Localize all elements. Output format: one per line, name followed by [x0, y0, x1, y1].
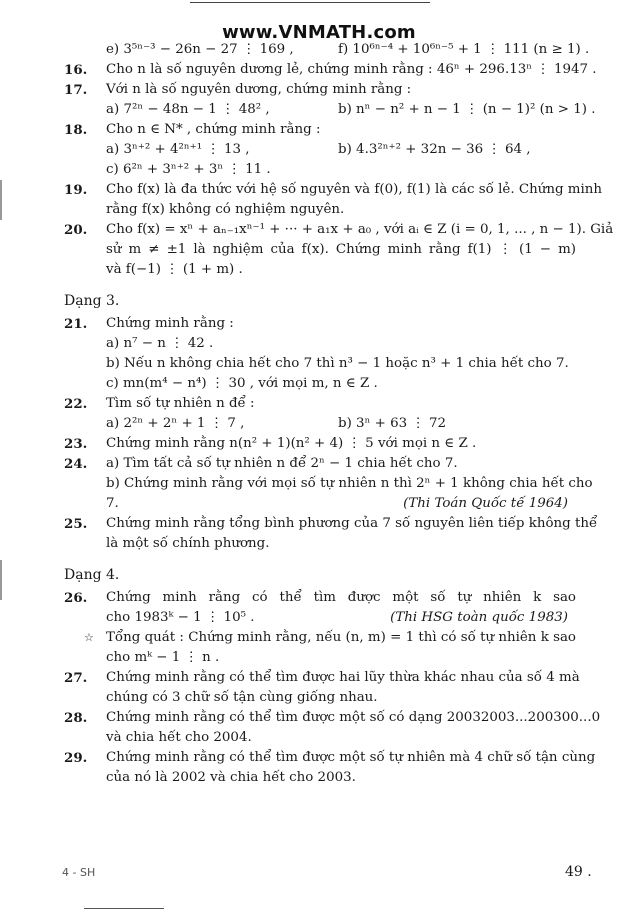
problem-number: 25.	[64, 516, 88, 532]
problem-text: và f(−1) ⋮ (1 + m) .	[106, 262, 243, 277]
part-a: a) 3ⁿ⁺² + 4²ⁿ⁺¹ ⋮ 13 ,	[106, 142, 250, 157]
problem-18-parts	[0, 140, 638, 160]
problem-number: 20.	[64, 222, 88, 238]
section-title: Dạng 4.	[64, 567, 120, 583]
problem-20-cont	[0, 240, 638, 260]
problem-text: là một số chính phương.	[106, 536, 270, 551]
problem-18-part-c	[0, 160, 638, 180]
problem-text: Cho f(x) = xⁿ + aₙ₋₁xⁿ⁻¹ + ··· + a₁x + a₀ , với aᵢ ∈ Z (i = 0, 1, ... , n − 1). Giả	[106, 222, 614, 237]
problem-number: 18.	[64, 122, 88, 138]
top-rule	[190, 2, 430, 3]
problem-19	[0, 180, 638, 200]
problem-19-cont	[0, 200, 638, 220]
problem-23	[0, 434, 638, 454]
star-mark-icon: ☆	[84, 631, 94, 644]
problem-22	[0, 394, 638, 414]
problem-text: Tìm số tự nhiên n để :	[106, 396, 255, 411]
problem-text: Chứng minh rằng tổng bình phương của 7 số nguyên liên tiếp không thể	[106, 516, 598, 531]
problem-text: Chứng minh rằng n(n² + 1)(n² + 4) ⋮ 5 với mọi n ∈ Z .	[106, 436, 477, 451]
problem-22-parts	[0, 414, 638, 434]
problem-26-general-cont	[0, 648, 638, 668]
problem-number: 28.	[64, 710, 88, 726]
problem-21-a	[0, 334, 638, 354]
problem-27	[0, 668, 638, 688]
problem-number: 17.	[64, 82, 88, 98]
problem-17	[0, 80, 638, 100]
problem-text: Chứng minh rằng có thể tìm được một số tự nhiên k sao	[106, 590, 576, 605]
problem-source: (Thi Toán Quốc tế 1964)	[403, 496, 568, 511]
problem-number: 26.	[64, 590, 88, 606]
problem-text: Chứng minh rằng có thể tìm được hai lũy thừa khác nhau của số 4 mà	[106, 670, 580, 685]
problem-28	[0, 708, 638, 728]
problem-text: Chứng minh rằng có thể tìm được một số có dạng 20032003...200300...0	[106, 710, 601, 725]
section-heading-3	[0, 288, 638, 314]
problem-text: chúng có 3 chữ số tận cùng giống nhau.	[106, 690, 378, 705]
problem-28-cont	[0, 728, 638, 748]
problem-number: 27.	[64, 670, 88, 686]
page-content	[0, 40, 638, 788]
problem-26-general	[0, 628, 638, 648]
part-a: a) n⁷ − n ⋮ 42 .	[106, 336, 214, 351]
problem-25-cont	[0, 534, 638, 554]
part-b-cont: 7.	[106, 496, 119, 511]
problem-24-b	[0, 474, 638, 494]
problem-27-cont	[0, 688, 638, 708]
problem-26	[0, 588, 638, 608]
part-c: c) mn(m⁴ − n⁴) ⋮ 30 , với mọi m, n ∈ Z .	[106, 376, 378, 391]
problem-25	[0, 514, 638, 534]
problem-text: Cho f(x) là đa thức với hệ số nguyên và f(0), f(1) là các số lẻ. Chứng minh	[106, 182, 603, 197]
part-b: b) 3ⁿ + 63 ⋮ 72	[338, 416, 447, 431]
problem-26-cont	[0, 608, 638, 628]
part-b: b) Nếu n không chia hết cho 7 thì n³ − 1 hoặc n³ + 1 chia hết cho 7.	[106, 356, 569, 371]
problem-text: cho 1983ᵏ − 1 ⋮ 10⁵ .	[106, 610, 255, 625]
generalization-text: cho mᵏ − 1 ⋮ n .	[106, 650, 220, 665]
problem-source: (Thi HSG toàn quốc 1983)	[390, 610, 568, 625]
problem-number: 29.	[64, 750, 88, 766]
problem-number: 16.	[64, 62, 88, 78]
part-a: a) 2²ⁿ + 2ⁿ + 1 ⋮ 7 ,	[106, 416, 245, 431]
problem-21-b	[0, 354, 638, 374]
footer-signature: 4 - SH	[62, 866, 96, 879]
part-b: b) nⁿ − n² + n − 1 ⋮ (n − 1)² (n > 1) .	[338, 102, 596, 117]
problem-text: rằng f(x) không có nghiệm nguyên.	[106, 202, 345, 217]
problem-number: 22.	[64, 396, 88, 412]
part-e: e) 3⁵ⁿ⁻³ − 26n − 27 ⋮ 169 ,	[106, 42, 294, 57]
problem-20-cont	[0, 260, 638, 280]
problem-24	[0, 454, 638, 474]
site-watermark: www.VNMATH.com	[222, 22, 416, 43]
problem-number: 19.	[64, 182, 88, 198]
part-a: a) Tìm tất cả số tự nhiên n để 2ⁿ − 1 chia hết cho 7.	[106, 456, 458, 471]
part-f: f) 10⁶ⁿ⁻⁴ + 10⁶ⁿ⁻⁵ + 1 ⋮ 111 (n ≥ 1) .	[338, 42, 590, 57]
section-heading-4	[0, 562, 638, 588]
problem-29	[0, 748, 638, 768]
section-title: Dạng 3.	[64, 293, 120, 309]
problem-text: sử m ≠ ±1 là nghiệm của f(x). Chứng minh rằng f(1) ⋮ (1 − m)	[106, 242, 576, 257]
problem-number: 23.	[64, 436, 88, 452]
problem-17-parts	[0, 100, 638, 120]
partial-problem-row	[0, 40, 638, 60]
part-b: b) Chứng minh rằng với mọi số tự nhiên n thì 2ⁿ + 1 không chia hết cho	[106, 476, 593, 491]
part-b: b) 4.3²ⁿ⁺² + 32n − 36 ⋮ 64 ,	[338, 142, 531, 157]
problem-text: Chứng minh rằng có thể tìm được một số tự nhiên mà 4 chữ số tận cùng	[106, 750, 596, 765]
problem-21	[0, 314, 638, 334]
page-number: 49 .	[565, 864, 592, 880]
problem-number: 21.	[64, 316, 88, 332]
problem-18	[0, 120, 638, 140]
problem-text: và chia hết cho 2004.	[106, 730, 252, 745]
problem-16	[0, 60, 638, 80]
problem-21-c	[0, 374, 638, 394]
problem-text: Chứng minh rằng :	[106, 316, 234, 331]
problem-29-cont	[0, 768, 638, 788]
problem-24-b-cont	[0, 494, 638, 514]
problem-text: Cho n ∈ N* , chứng minh rằng :	[106, 122, 321, 137]
problem-number: 24.	[64, 456, 88, 472]
bottom-rule	[84, 908, 164, 909]
problem-text: Với n là số nguyên dương, chứng minh rằng :	[106, 82, 412, 97]
problem-20	[0, 220, 638, 240]
problem-text: Cho n là số nguyên dương lẻ, chứng minh rằng : 46ⁿ + 296.13ⁿ ⋮ 1947 .	[106, 62, 597, 77]
generalization-text: Tổng quát : Chứng minh rằng, nếu (n, m) = 1 thì có số tự nhiên k sao	[106, 630, 576, 645]
problem-text: của nó là 2002 và chia hết cho 2003.	[106, 770, 356, 785]
part-c: c) 6²ⁿ + 3ⁿ⁺² + 3ⁿ ⋮ 11 .	[106, 162, 271, 177]
part-a: a) 7²ⁿ − 48n − 1 ⋮ 48² ,	[106, 102, 270, 117]
